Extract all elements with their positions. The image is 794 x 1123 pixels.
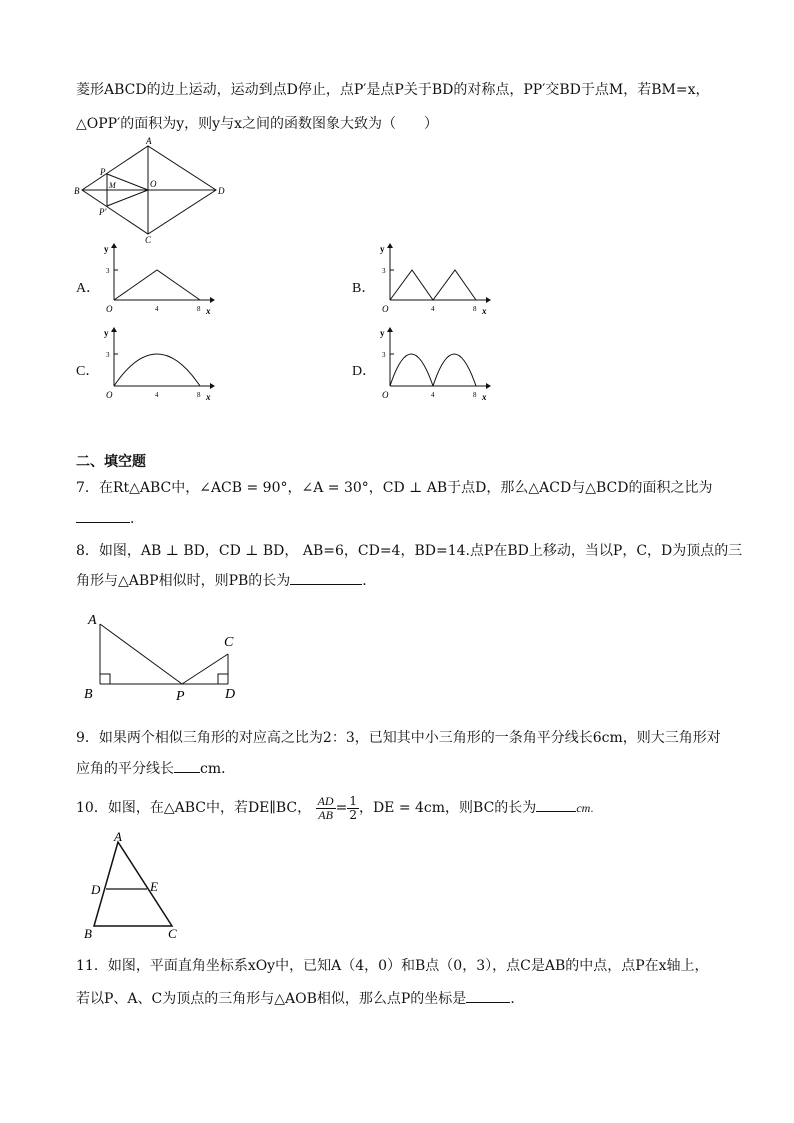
tick-8: 8	[473, 305, 477, 313]
q10-prefix: 10．如图，在△ABC中，若DE∥BC，	[76, 800, 312, 816]
q6-line2: △OPP′的面积为y，则y与x之间的函数图象大致为（ ）	[76, 116, 438, 132]
q8-line1: 8．如图，AB ⊥ BD，CD ⊥ BD， AB=6，CD=4，BD=14.点P在BD上移动，当以P，C，D为顶点的三	[76, 543, 743, 559]
q10-diagram	[80, 830, 190, 942]
q9-line2	[76, 758, 235, 779]
q8-line2	[76, 570, 376, 591]
axis-y: y	[380, 328, 385, 338]
q10-label-B: B	[84, 926, 92, 941]
q9-line2-text: 应角的平分线长	[76, 761, 174, 777]
option-d-label: D．	[352, 364, 377, 379]
axis-x: x	[482, 306, 487, 316]
tick-3: 3	[382, 267, 386, 275]
q8-answer-blank[interactable]	[290, 570, 362, 585]
tick-3: 3	[382, 351, 386, 359]
q10-label-A: A	[114, 829, 122, 844]
q10-label-C: C	[168, 926, 177, 941]
axis-origin: O	[382, 304, 389, 314]
option-d-graph	[372, 326, 492, 404]
q7-answer-blank[interactable]	[76, 508, 130, 523]
option-b-label: B．	[352, 281, 376, 296]
tick-8: 8	[473, 391, 477, 399]
q9-end: cm．	[200, 761, 236, 777]
tick-4: 4	[155, 391, 159, 399]
q11-answer-blank[interactable]	[466, 988, 510, 1003]
q10-eq: =	[335, 800, 348, 816]
q10-label-D: D	[91, 882, 101, 897]
axis-origin: O	[106, 390, 113, 400]
label-M: M	[109, 181, 116, 190]
label-D: D	[218, 186, 225, 196]
axis-y: y	[104, 244, 109, 254]
q10-line	[76, 793, 594, 825]
q10-label-E: E	[150, 879, 158, 894]
q8-end: ．	[362, 573, 377, 589]
axis-x: x	[482, 392, 487, 402]
q6-line1: 菱形ABCD的边上运动，运动到点D停止，点P′是点P关于BD的对称点，PP′交BD于点M，若BM=x，	[76, 82, 710, 98]
tick-8: 8	[197, 391, 201, 399]
axis-y: y	[104, 328, 109, 338]
q7-line1: 7．在Rt△ABC中，∠ACB = 90°，∠A = 30°，CD ⊥ AB于点D，那么△ACD与△BCD的面积之比为	[76, 480, 713, 496]
q10-frac-den: AB	[318, 807, 333, 822]
q10-frac2-den: 2	[349, 807, 357, 822]
q8-label-D: D	[225, 687, 236, 702]
q7-line2	[76, 508, 144, 529]
q11-line1: 11．如图，平面直角坐标系xOy中，已知A（4，0）和B点（0，3），点C是AB的中点，点P在x轴上，	[76, 958, 709, 974]
label-C: C	[145, 235, 152, 245]
q10-fraction-ad-ab	[316, 795, 336, 822]
q11-line2	[76, 988, 524, 1009]
label-O: O	[150, 179, 157, 189]
label-A: A	[146, 136, 152, 146]
section-title: 二、填空题	[76, 454, 146, 470]
q11-end: ．	[510, 991, 525, 1007]
q10-fraction-half	[347, 795, 359, 822]
q10-frac2-num: 1	[349, 793, 357, 808]
option-b-graph	[372, 242, 492, 318]
label-P: P	[100, 167, 106, 177]
q7-end: ．	[130, 511, 144, 527]
option-c-graph	[96, 326, 216, 404]
tick-8: 8	[197, 305, 201, 313]
option-c-label: C．	[76, 364, 100, 379]
rhombus-diagram	[74, 138, 224, 244]
q8-label-C: C	[224, 635, 234, 650]
tick-4: 4	[431, 391, 435, 399]
axis-origin: O	[106, 304, 113, 314]
q10-mid: ，DE = 4cm，则BC的长为	[358, 800, 537, 816]
tick-4: 4	[155, 305, 159, 313]
tick-3: 3	[106, 267, 110, 275]
tick-4: 4	[431, 305, 435, 313]
tick-3: 3	[106, 351, 110, 359]
q10-answer-blank[interactable]	[536, 797, 576, 812]
axis-y: y	[380, 244, 385, 254]
option-a-graph	[96, 242, 216, 318]
q10-unit: cm	[576, 801, 591, 815]
q8-label-A: A	[88, 613, 97, 628]
q11-line2-text: 若以P、A、C为顶点的三角形与△AOB相似，那么点P的坐标是	[76, 991, 467, 1007]
q10-frac-num: AD	[317, 793, 334, 808]
q9-line1: 9．如果两个相似三角形的对应高之比为2：3，已知其中小三角形的一条角平分线长6cm，则大三角形对	[76, 730, 721, 746]
label-B: B	[74, 186, 80, 196]
label-P-prime: P′	[99, 207, 107, 217]
axis-origin: O	[382, 390, 389, 400]
q8-diagram	[82, 610, 252, 702]
axis-x: x	[206, 306, 211, 316]
axis-x: x	[206, 392, 211, 402]
q9-answer-blank[interactable]	[174, 758, 200, 773]
q8-line2-text: 角形与△ABP相似时，则PB的长为	[76, 573, 291, 589]
option-a-label: A．	[76, 281, 101, 296]
q8-label-P: P	[176, 689, 185, 704]
q10-end: .	[590, 804, 594, 815]
q8-label-B: B	[84, 687, 93, 702]
